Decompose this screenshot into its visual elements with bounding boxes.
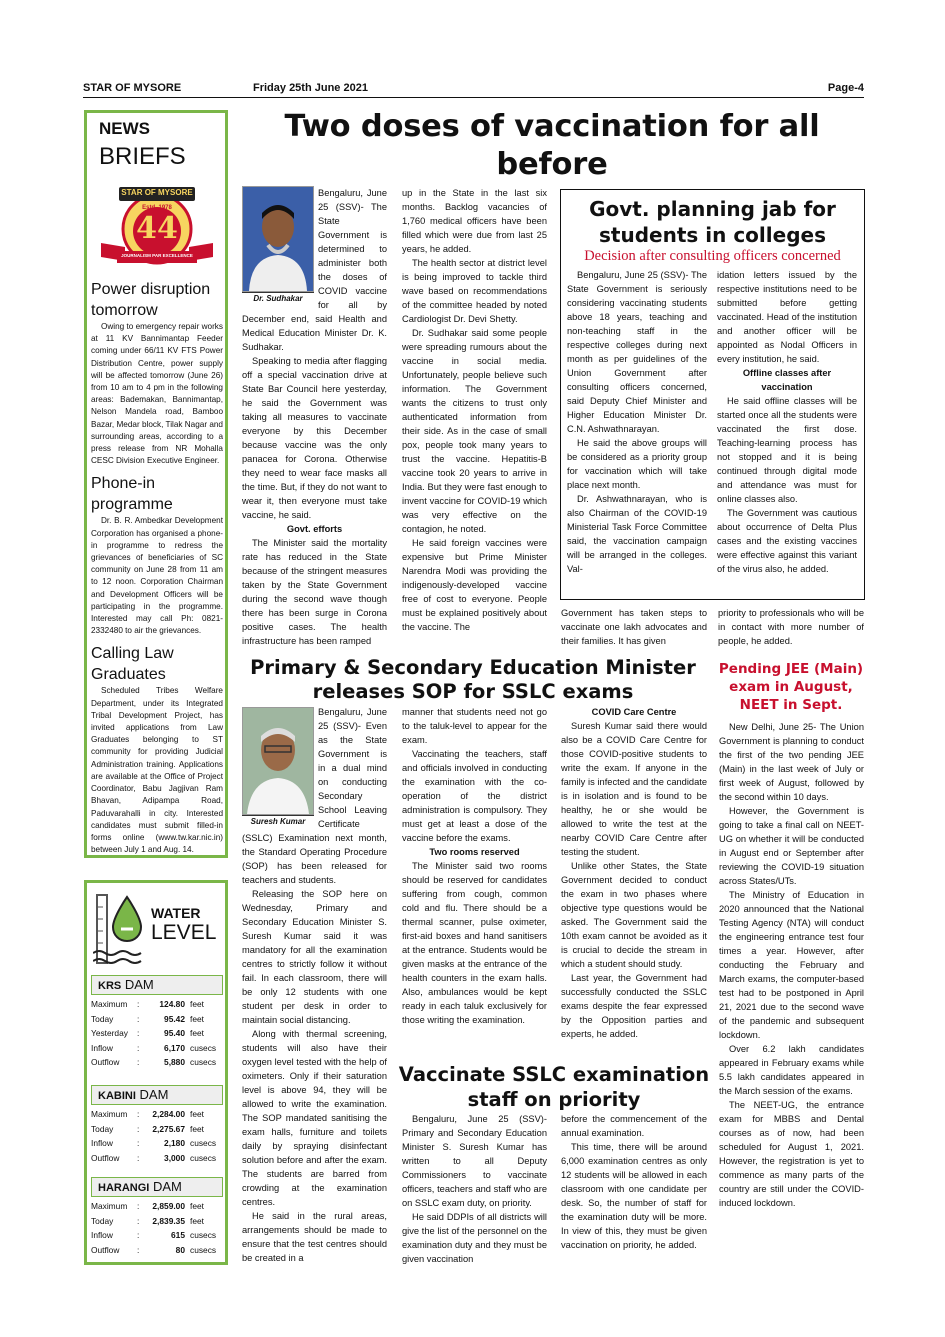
- logo-number: 44: [136, 211, 178, 246]
- paper-name: STAR OF MYSORE: [83, 82, 182, 94]
- dam-row: Outflow : 3,000 cusecs: [91, 1152, 217, 1163]
- sslc-col1: [402, 1112, 547, 1268]
- paragraph: The Ministry of Education in 2020 announced that the National Testing Agency (NTA) will conduct the engineering entrance test four times a year. However, after conducting the February and March exams, the computer-based test had to be postponed in April 21, 2021 due to the second wave of the pandemic and subsequent lockdown.: [719, 890, 864, 1040]
- paragraph: Along with thermal screening, students will also have their oxygen level tested with the help of oximeters. Only if their saturation level is above 94, they will be allowed to write the examination. The SOP mandated sanitising the exam halls, furniture and toilets daily by spraying disinfectant solution before and after the exam. The students are barred from crowding at the examination centres.: [242, 1029, 387, 1207]
- news-label: NEWS: [99, 119, 150, 138]
- dam-row: Yesterday : 95.40 feet: [91, 1028, 204, 1038]
- paragraph: Last year, the Government had successfully conducted the SSLC exams despite the fear expressed by the Opposition parties and experts, he added.: [561, 973, 707, 1039]
- jee-headline: Pending JEE (Main) exam in August, NEET in Sept.: [718, 661, 864, 713]
- dam-header: HARANGI DAM: [91, 1177, 223, 1197]
- page-header: [83, 80, 864, 98]
- paragraph: He said the above groups will be considered as a priority group for vaccination which will take place next month.: [567, 438, 707, 490]
- paragraph: Bengaluru, June 25 (SSV)- The State Government is determined to administer both the doses of COVID vaccine for all by December end, said Health and Medical Education Minister Dr. K. Sudhakar.: [242, 188, 387, 352]
- brief-item: [91, 473, 223, 637]
- sop-col2: [402, 705, 547, 1059]
- paragraph: He said DDPIs of all districts will give the list of the personnel on the examination duty and they must be given vaccination: [402, 1212, 547, 1264]
- sop-col1: [242, 705, 387, 1267]
- subheading: Govt. efforts: [286, 524, 343, 534]
- brief-item: [91, 643, 223, 856]
- paragraph: idation letters issued by the respective institutions need to be submitted before getting vaccinated. Head of the institution and another officer will be appointed as Nodal Officers in every institution, he said.: [717, 270, 857, 364]
- jee-story: [719, 720, 864, 1268]
- paragraph: The Government was cautious about occurrence of Delta Plus cases and the existing vaccines were effective against this variant of the virus also, he added.: [717, 508, 857, 574]
- paragraph: Bengaluru, June 25 (SSV)- The State Government is seriously considering vaccinating students above 18 years, teaching and non-teaching staff in the respective colleges during next month as per guidelines of the Union Government after consulting officers concerned, said Deputy Chief Minister and Higher Education Minister Dr. C.N. Ashwathnarayan.: [567, 270, 707, 434]
- main-story-col2: [402, 186, 547, 648]
- paragraph: The NEET-UG, the entrance exam for MBBS and Dental courses as of now, had been scheduled for August 1, 2021. However, the registration is yet to commence as many parts of the country are still under the COVID-induced lockdown.: [719, 1100, 864, 1208]
- dam-header: KABINI DAM: [91, 1085, 223, 1105]
- logo-top-text: STAR OF MYSORE: [121, 188, 193, 197]
- paragraph: However, the Government is going to take a final call on NEET-UG on whether it will be conducted in August end or September after reviewing the COVID-19 situation across States/UTs.: [719, 806, 864, 886]
- suresh-photo: [242, 707, 314, 829]
- paragraph: He said offline classes will be started once all the students were vaccinated the first dose. Teaching-learning process has not stopped and it is being continued through digital mode and attendance was must for online classes also.: [717, 396, 857, 504]
- water-level-panel: [84, 880, 228, 1265]
- news-briefs-panel: [84, 110, 228, 858]
- brief-text: Owing to emergency repair works at 11 KV Bannimantap Feeder coming under 66/11 KV FTS Power Distribution Centre, power supply will be affected tomorrow (June 26) from 10 am to 4 pm in the following areas: Bademakan, Bannimantap, Nelson Mandela road, Bamboo Bazar, Medar block, Tilak Nagar and surrounding areas, according to a press release from NR Mohalla CESC Division Executive Engineer.: [91, 322, 223, 466]
- paragraph: Bengaluru, June 25 (SSV)- Even as the State Government is in a dual mind on conducting Secondary School Leaving Certificate (SSLC) Examination next month, the Standard Operating Procedure (SOP) has been released for teachers and students.: [242, 707, 387, 885]
- paragraph: He said in the rural areas, arrangements should be made to ensure that the test centres should be created in a: [242, 1211, 387, 1263]
- jab-story-box: [560, 189, 865, 600]
- water-title: WATER: [151, 905, 201, 921]
- dam-kabini: [91, 1085, 223, 1165]
- dam-row: Maximum : 2,859.00 feet: [91, 1201, 204, 1211]
- portrait-icon: [242, 186, 314, 292]
- paragraph: The Minister said two rooms should be reserved for candidates suffering from cough, common cold and flu. There should be a thermal scanner, pulse oximeter, first-aid boxes and hand sanitisers at the entrance. Students would be given masks at the entrance of the health counters in the exam halls. Also, ambulances would be kept ready in each taluk exclusively for those writing the examination.: [402, 861, 547, 1025]
- dam-row: Today : 2,839.35 feet: [91, 1215, 204, 1226]
- paragraph: Suresh Kumar said there would also be a COVID Care Centre for those COVID-positive students to write the exam. If anyone in the family is infected and the candidate is in isolation and is found to be healthy, he or she would be allowed to write the test at the nearby COVID Care Centre after testing the student.: [561, 721, 707, 857]
- anniversary-logo: [95, 181, 219, 279]
- sudhakar-photo: [242, 186, 314, 304]
- jab-col2: [717, 268, 857, 594]
- brief-item: [91, 279, 223, 467]
- sop-headline: Primary & Secondary Education Minister releases SOP for SSLC exams: [250, 656, 696, 703]
- dam-header: KRS DAM: [91, 975, 223, 995]
- jab-subhead: Decision after consulting officers concerned: [584, 248, 841, 264]
- dam-row: Maximum : 2,284.00 feet: [91, 1109, 204, 1119]
- jab-headline: Govt. planning jab for students in colleges: [589, 197, 836, 247]
- dam-row: Inflow : 615 cusecs: [91, 1230, 217, 1240]
- dam-row: Today : 95.42 feet: [91, 1013, 204, 1024]
- paragraph: Vaccinating the teachers, staff and officials involved in conducting the examination with the co-operation of the district administration is compulsory. They must get at least a dose of the vaccine before the exams.: [402, 749, 547, 843]
- logo-estd: Estd. 1978: [142, 205, 172, 211]
- dam-row: Inflow : 6,170 cusecs: [91, 1042, 217, 1053]
- level-title: LEVEL: [151, 921, 217, 944]
- subheading: COVID Care Centre: [591, 707, 677, 717]
- subheading: Two rooms reserved: [429, 847, 520, 857]
- dam-krs: [91, 975, 223, 1070]
- paragraph: up in the State in the last six months. Backlog vacancies of 1,760 medical officers have been filled which were due from last 25 years, he added.: [402, 188, 547, 254]
- paragraph: Over 6.2 lakh candidates appeared in February exams while 5.5 lakh candidates appeared in the March session of the exams.: [719, 1044, 864, 1096]
- jab-tail2: priority to professionals who will be in contact with more number of people, he added.: [718, 608, 864, 646]
- dam-row: Inflow : 2,180 cusecs: [91, 1138, 217, 1148]
- water-gauge-icon: [93, 891, 145, 972]
- main-headline: Two doses of vaccination for all before: [284, 109, 820, 182]
- dam-row: Outflow : 5,880 cusecs: [91, 1057, 217, 1067]
- logo-ribbon: JOURNALISM PAR EXCELLENCE: [121, 253, 193, 258]
- paragraph: before the commencement of the annual examination.: [561, 1114, 707, 1138]
- paragraph: Dr. Sudhakar said some people were spreading rumours about the vaccine in social media. Unfortunately, people believe such information. The Government wants the citizens to trust only authenticated information from their side. As in the case of small pox, people took many years to trust the vaccine. Hepatitis-B vaccine took 20 years to arrive in India. But they were fast enough to invent vaccine for COVID-19 which was very effective on the contagion, he noted.: [402, 328, 547, 534]
- brief-title: Calling Law Graduates: [91, 645, 174, 684]
- dam-harangi: [91, 1177, 223, 1257]
- paragraph: Releasing the SOP here on Wednesday, Primary and Secondary Education Minister S. Suresh Kumar said it was mandatory for all the examination centres to strictly follow it without fail. In each classroom, there will be only 12 students with one student per desk in order to maintain social distancing.: [242, 889, 387, 1025]
- paragraph: Unlike other States, the State Government decided to conduct the exam in two phases where objective type questions would be asked. The Government said the 10th exam cannot be avoided as it is crucial to decide the stream in which a student should study.: [561, 861, 707, 969]
- dam-row: Outflow : 80 cusecs: [91, 1244, 217, 1255]
- portrait-icon: [242, 707, 314, 815]
- paragraph: The Minister said the mortality rate has reduced in the State because of the stringent measures taken by the State Government during the second wave though there has been surge in Corona positive cases. The health infrastructure has been ramped: [242, 538, 387, 646]
- photo-caption: Dr. Sudhakar: [242, 292, 314, 304]
- brief-text: Scheduled Tribes Welfare Department, under its Integrated Tribal Development Project, has invited applications from Law Graduates belonging to ST community for providing Judicial Administration training. Applications are available at the Office of Project Coordinator, Babu Jagjivan Ram Bhavan, Adipampa Road, Paduvarahalli in city. Interested candidates must submit filled-in forms online (www.tw.kar.nic.in) between July 1 and Aug. 14.: [91, 686, 223, 855]
- brief-text: Dr. B. R. Ambedkar Development Corporation has organised a phone-in programme to redress the grievances of beneficiaries of SC community on June 28 from 11 am to 12 noon. Corporation Chairman and Development Officers will be participating in the programme. Interested may call Ph: 0821-2332480 to air the grievances.: [91, 516, 223, 636]
- photo-caption: Suresh Kumar: [242, 815, 314, 827]
- briefs-list: [91, 279, 223, 856]
- sslc-col2: [561, 1112, 707, 1268]
- paragraph: manner that students need not go to the taluk-level to appear for the exam.: [402, 707, 547, 745]
- jab-tail1: Government has taken steps to vaccinate one lakh advocates and their families. It has given: [561, 608, 707, 646]
- jab-col1: [567, 268, 707, 594]
- paragraph: Speaking to media after flagging off a special vaccination drive at State Bar Council here yesterday, he said the Government was taking all measures to vaccinate everyone by this December because vaccine was the only panacea for Corona. Otherwise they need to wear face masks all the time. But, if they do not want to wear it, then everyone must take vaccine, he said.: [242, 356, 387, 520]
- paragraph: He said foreign vaccines were expensive but Prime Minister Narendra Modi was providing the indigenously-developed vaccine free of cost to everyone. People must be explained positively about the vaccine. The: [402, 538, 547, 632]
- brief-title: Phone-in programme: [91, 475, 173, 514]
- brief-title: Power disruption tomorrow: [91, 281, 211, 319]
- subheading: Offline classes after vaccination: [742, 368, 832, 392]
- paragraph: Dr. Ashwathnarayan, who is also Chairman of the COVID-19 Ministerial Task Force Committee said, the vaccination campaign will be arranged in the colleges. Val-: [567, 494, 707, 574]
- dam-row: Today : 2,275.67 feet: [91, 1123, 204, 1134]
- page-number: Page-4: [827, 82, 864, 94]
- briefs-label: BRIEFS: [99, 143, 186, 170]
- sop-col3: [561, 705, 707, 1059]
- main-story-col1: [242, 186, 387, 648]
- dam-row: Maximum : 124.80 feet: [91, 999, 204, 1009]
- paragraph: The health sector at district level is being improved to tackle third wave based on recommendations of the committee headed by noted Cardiologist Dr. Devi Shetty.: [402, 258, 547, 324]
- paragraph: This time, there will be around 6,000 examination centres as only 12 students will be allowed in each classroom with one candidate per desk. So, the number of staff for the examination duty will be more. In view of this, they must be given vaccination on priority, he added.: [561, 1142, 707, 1250]
- paragraph: New Delhi, June 25- The Union Government is planning to conduct the first of the two pending JEE (Main) in the last week of July or first week of August, followed by the second within 10 days.: [719, 722, 864, 802]
- issue-date: Friday 25th June 2021: [253, 82, 368, 94]
- paragraph: Bengaluru, June 25 (SSV)- Primary and Secondary Education Minister S. Suresh Kumar has written to all Deputy Commissioners to vaccinate officers, teachers and staff who are on SSLC exam duty, on priority.: [402, 1114, 547, 1208]
- sslc-headline: Vaccinate SSLC examination staff on priority: [398, 1063, 710, 1111]
